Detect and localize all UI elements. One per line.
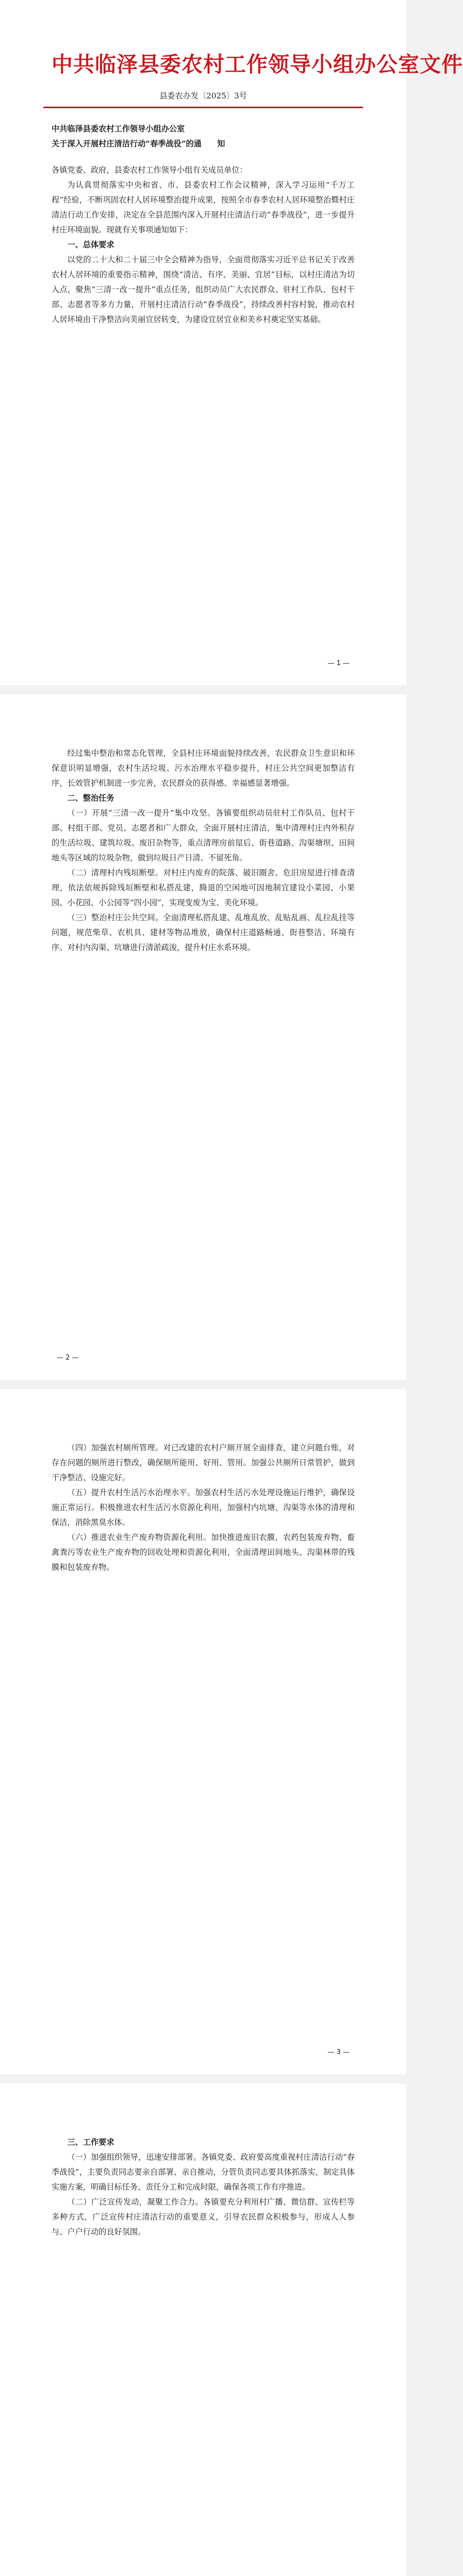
document-title-line2: 关于深入开展村庄清洁行动“春季战役”的通 知 (52, 139, 225, 148)
page-3 (0, 1389, 406, 2074)
section-1-paragraph: 以党的二十大和二十届三中全会精神为指导，全面贯彻落实习近平总书记关于改善农村人居环境的重要指示精神，围绕“清洁、有序、美丽、宜居”目标，以村庄清洁为切入点，聚焦“三清一改一提升”重点任务，组织动员广大农民群众、驻村工作队、包村干部、志愿者等多方力量，开展村庄清洁行动“春季战役”，持续改善村容村貌，推动农村人居环境由干净整洁向美丽宜居转变，为建设宜居宜业和美乡村奠定坚实基础。 (52, 255, 355, 324)
section-2-item-5: （五）提升农村生活污水治理水平。加强农村生活污水处理设施运行维护，确保设施正常运行。积极推进农村生活污水资源化利用，加强村内坑塘、沟渠等水体的清理和保洁，消除黑臭水体。 (52, 1488, 355, 1527)
page-2 (0, 694, 406, 1380)
recipients: 各镇党委、政府，县委农村工作领导小组有关成员单位： (52, 165, 247, 175)
page-number: — 2 — (57, 1354, 79, 1362)
page-number: — 3 — (327, 2048, 350, 2056)
red-divider-line (43, 107, 363, 108)
document-title-line1: 中共临泽县委农村工作领导小组办公室 (52, 124, 185, 133)
page-1 (0, 0, 463, 685)
section-3-item-1: （一）加强组织领导，迅速安排部署。各镇党委、政府要高度重视村庄清洁行动“春季战役”，主要负责同志要亲自部署、亲自推动，分管负责同志要具体抓落实，制定具体实施方案，明确目标任务、责任分工和完成时限，确保各项工作有序推进。 (52, 2153, 355, 2192)
section-2-item-2: （二）清理村内残垣断壁。对村庄内废弃的院落、破旧圈舍、危旧房屋进行排查清理，依法依规拆除残垣断壁和私搭乱建，腾退的空闲地可因地制宜建设小菜园、小果园、小花园、小公园等“四小园”，实现变废为宝、美化环境。 (52, 868, 355, 907)
section-2-item-1: （一）开展“三清一改一提升”集中攻坚。各镇要组织动员驻村工作队员、包村干部、村组干部、党员、志愿者和广大群众，全面开展村庄清洁，集中清理村庄内外积存的生活垃圾、建筑垃圾、废旧杂物等，重点清理房前屋后、街巷道路、沟渠塘坝、田间地头等区域的垃圾杂物，做到垃圾日产日清、不留死角。 (52, 808, 355, 862)
section-1-heading: 一、总体要求 (67, 240, 114, 249)
section-3-item-2: （二）广泛宣传发动，凝聚工作合力。各镇要充分利用村广播、微信群、宣传栏等多种方式，广泛宣传村庄清洁行动的重要意义，引导农民群众积极参与，形成人人参与、户户行动的良好氛围。 (52, 2197, 355, 2236)
section-3-heading: 三、工作要求 (67, 2138, 114, 2147)
page-4 (0, 2083, 406, 2576)
section-1-paragraph-cont: 经过集中整治和常态化管理，全县村庄环境面貌持续改善，农民群众卫生意识和环保意识明显增强，农村生活垃圾、污水治理水平稳步提升，村庄公共空间更加整洁有序，长效管护机制进一步完善，农民群众的获得感、幸福感显著增强。 (52, 749, 355, 788)
section-2-item-3: （三）整治村庄公共空间。全面清理私搭乱建、乱堆乱放、乱贴乱画、乱拉乱挂等问题，规范柴草、农机具、建材等物品堆放，确保村庄道路畅通、街巷整洁、环境有序。对村内沟渠、坑塘进行清淤疏浚，提升村庄水系环境。 (52, 913, 355, 952)
masthead-title: 中共临泽县委农村工作领导小组办公室文件 (52, 52, 463, 77)
section-2-item-4: （四）加强农村厕所管理。对已改建的农村户厕开展全面排查，建立问题台账，对存在问题的厕所进行整改，确保厕所能用、好用、管用。加强公共厕所日常管护，做到干净整洁、设施完好。 (52, 1443, 355, 1482)
page-number: — 1 — (327, 659, 350, 667)
section-2-heading: 二、整治任务 (67, 793, 114, 803)
section-2-item-6: （六）推进农业生产废弃物资源化利用。加快推进废旧农膜、农药包装废弃物、畜禽粪污等农业生产废弃物的回收处理和资源化利用，全面清理田间地头、沟渠林带的残膜和包装废弃物。 (52, 1533, 355, 1572)
intro-paragraph: 为认真贯彻落实中央和省、市、县委农村工作会议精神，深入学习运用“千万工程”经验，不断巩固农村人居环境整治提升成果，按照全市春季农村人居环境整治暨村庄清洁行动工作安排，决定在全县范围内深入开展村庄清洁行动“春季战役”，进一步提升村庄环境面貌。现就有关事项通知如下： (52, 180, 355, 234)
document-number: 县委农办发〔2025〕3号 (159, 91, 247, 100)
